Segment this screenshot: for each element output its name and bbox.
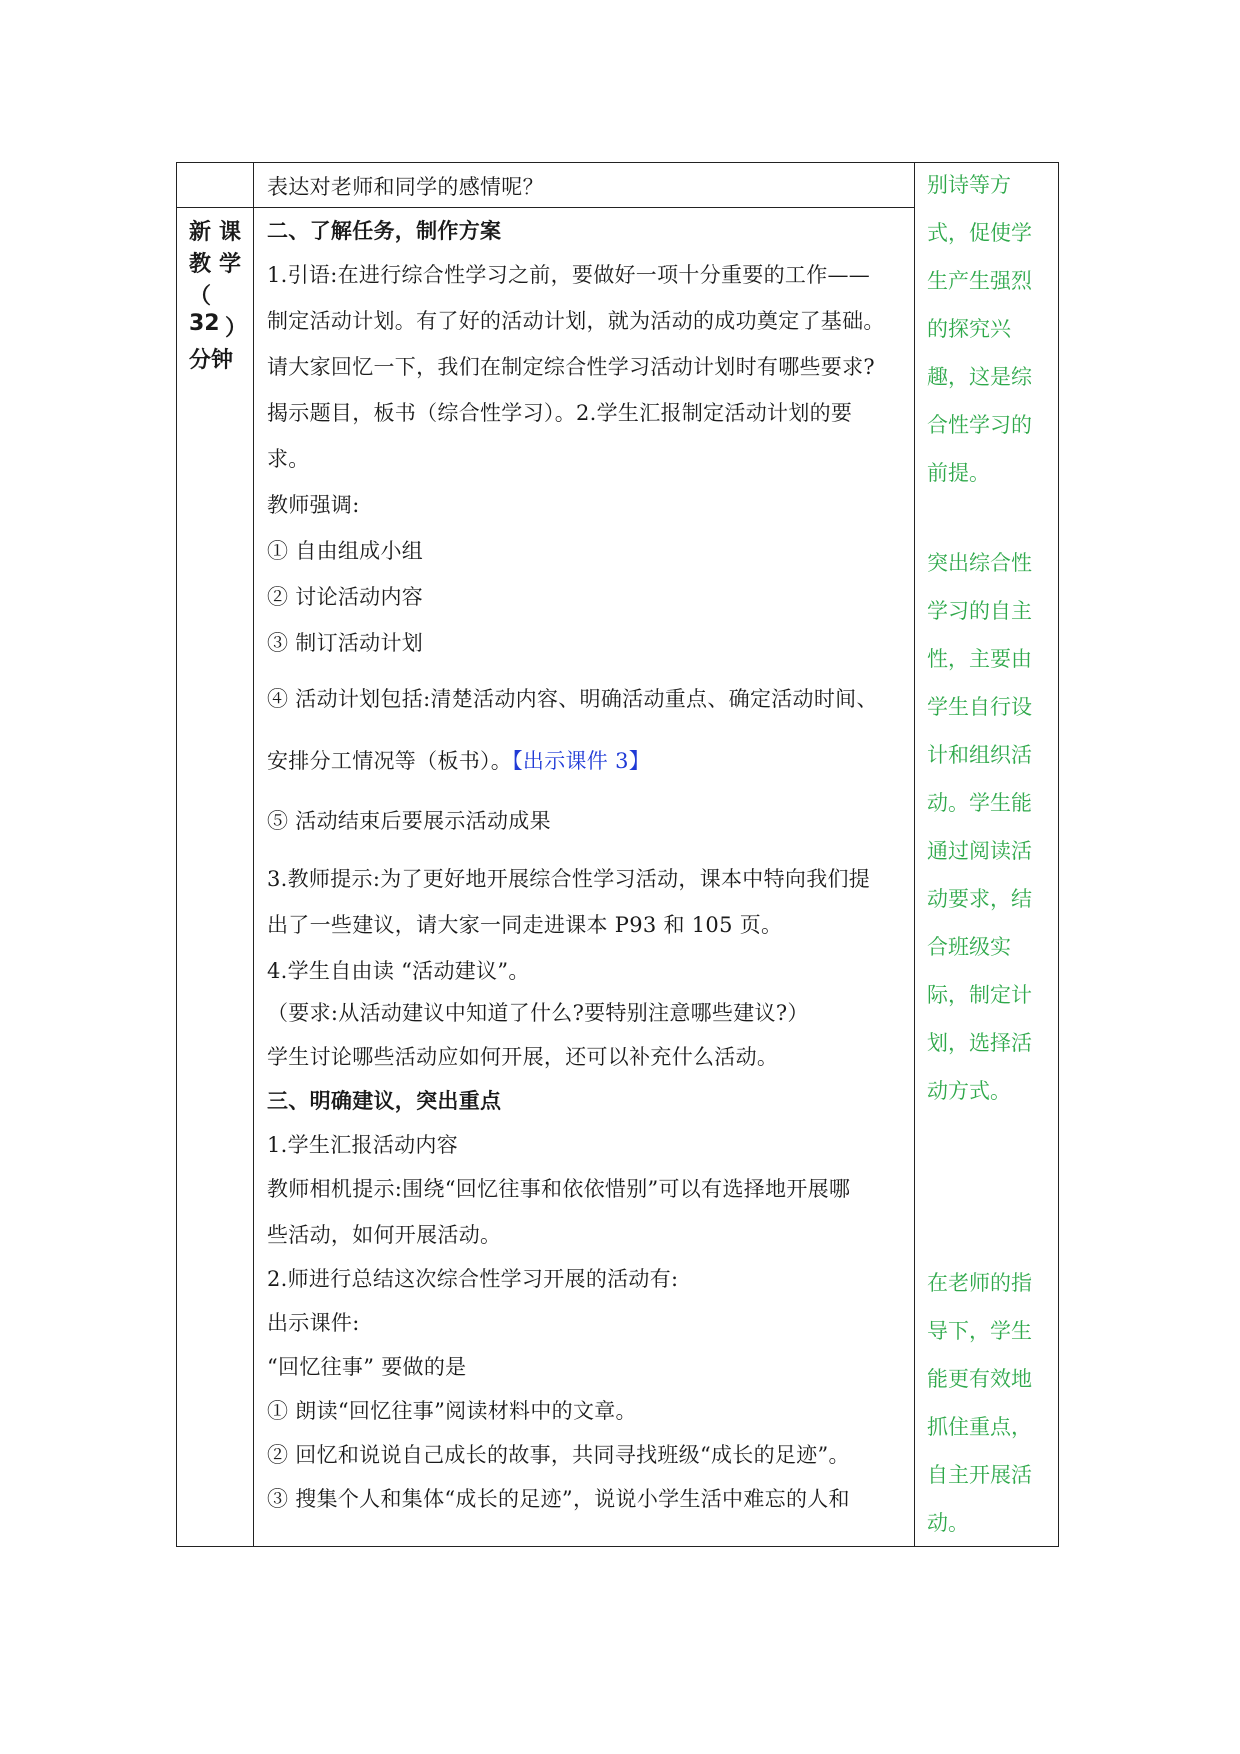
note-line: 际，制定计 bbox=[927, 983, 1032, 1007]
list-item: ① 朗读“回忆往事”阅读材料中的文章。 bbox=[267, 1399, 637, 1423]
note-line: 导下，学生 bbox=[927, 1319, 1032, 1343]
note-line: 动。学生能 bbox=[927, 791, 1032, 815]
note-line: 前提。 bbox=[927, 461, 990, 485]
section2-title: 二、了解任务，制作方案 bbox=[267, 219, 502, 243]
note-line: 计和组织活 bbox=[927, 743, 1032, 767]
stage-char: 教 bbox=[189, 252, 212, 277]
note-line: 动要求，结 bbox=[927, 887, 1032, 911]
note-line: 学习的自主 bbox=[927, 599, 1032, 623]
note-line: 动方式。 bbox=[927, 1079, 1011, 1103]
list-item: ⑤ 活动结束后要展示活动成果 bbox=[267, 809, 551, 833]
paragraph-line: 4.学生自由读 “活动建议”。 bbox=[267, 959, 530, 983]
lesson-plan-table bbox=[176, 162, 1059, 1547]
note-line: 通过阅读活 bbox=[927, 839, 1032, 863]
note-line: 趣，这是综 bbox=[927, 365, 1032, 389]
paragraph-line: 请大家回忆一下，我们在制定综合性学习活动计划时有哪些要求? bbox=[267, 355, 875, 379]
paragraph-line: “回忆往事” 要做的是 bbox=[267, 1355, 467, 1379]
note-line: 能更有效地 bbox=[927, 1367, 1032, 1391]
column-divider-right bbox=[914, 163, 915, 1546]
list-item: ② 讨论活动内容 bbox=[267, 585, 424, 609]
paragraph-line: 学生讨论哪些活动应如何开展，还可以补充什么活动。 bbox=[267, 1045, 779, 1069]
stage-char: 新 bbox=[189, 220, 212, 245]
list-item: ① 自由组成小组 bbox=[267, 539, 424, 563]
paragraph-line: 1.引语:在进行综合性学习之前，要做好一项十分重要的工作—— bbox=[267, 263, 871, 287]
note-line: 别诗等方 bbox=[927, 173, 1011, 197]
note-line: 的探究兴 bbox=[927, 317, 1011, 341]
paragraph-line: 3.教师提示:为了更好地开展综合性学习活动，课本中特向我们提 bbox=[267, 867, 871, 891]
paragraph-line: 揭示题目，板书（综合性学习）。2.学生汇报制定活动计划的要 bbox=[267, 401, 853, 425]
paragraph-line: 出示课件: bbox=[267, 1311, 360, 1335]
note-line: 抓住重点， bbox=[927, 1415, 1032, 1439]
paragraph-line: 2.师进行总结这次综合性学习开展的活动有: bbox=[267, 1267, 679, 1291]
note-line: 式，促使学 bbox=[927, 221, 1032, 245]
stage-char: ） bbox=[225, 316, 248, 341]
stage-char: 课 bbox=[219, 220, 242, 245]
emphasis-label: 教师强调: bbox=[267, 493, 360, 517]
row-divider bbox=[177, 207, 914, 208]
list-item: ③ 制订活动计划 bbox=[267, 631, 424, 655]
paragraph-line: 求。 bbox=[267, 447, 310, 471]
paragraph-line: 1.学生汇报活动内容 bbox=[267, 1133, 459, 1157]
note-line: 合班级实 bbox=[927, 935, 1011, 959]
note-line: 在老师的指 bbox=[927, 1271, 1032, 1295]
header-row-text: 表达对老师和同学的感情呢？ bbox=[267, 175, 544, 199]
paragraph-line: （要求:从活动建议中知道了什么?要特别注意哪些建议?） bbox=[267, 1001, 809, 1025]
paragraph-line: 些活动，如何开展活动。 bbox=[267, 1223, 502, 1247]
stage-char: 学 bbox=[219, 252, 242, 277]
note-line: 性，主要由 bbox=[927, 647, 1032, 671]
paragraph-line: 教师相机提示:围绕“回忆往事和依依惜别”可以有选择地开展哪 bbox=[267, 1177, 851, 1201]
note-line: 自主开展活 bbox=[927, 1463, 1032, 1487]
list-item: ③ 搜集个人和集体“成长的足迹”，说说小学生活中难忘的人和 bbox=[267, 1487, 850, 1511]
stage-char: （ bbox=[189, 284, 212, 309]
note-line: 突出综合性 bbox=[927, 551, 1032, 575]
list-item: ② 回忆和说说自己成长的故事，共同寻找班级“成长的足迹”。 bbox=[267, 1443, 850, 1467]
note-line: 学生自行设 bbox=[927, 695, 1032, 719]
note-line: 动。 bbox=[927, 1511, 969, 1535]
note-line: 生产生强烈 bbox=[927, 269, 1032, 293]
note-line: 合性学习的 bbox=[927, 413, 1032, 437]
note-line: 划，选择活 bbox=[927, 1031, 1032, 1055]
list-item-text: 安排分工情况等（板书）。 bbox=[267, 749, 513, 773]
stage-char: 分钟 bbox=[189, 348, 234, 373]
courseware-link[interactable]: 【出示课件 3】 bbox=[512, 749, 651, 773]
list-item-continued bbox=[267, 745, 650, 775]
paragraph-line: 出了一些建议，请大家一同走进课本 P93 和 105 页。 bbox=[267, 913, 783, 937]
list-item: ④ 活动计划包括:清楚活动内容、明确活动重点、确定活动时间、 bbox=[267, 687, 878, 711]
paragraph-line: 制定活动计划。有了好的活动计划，就为活动的成功奠定了基础。 bbox=[267, 309, 885, 333]
section3-title: 三、明确建议，突出重点 bbox=[267, 1089, 502, 1113]
stage-char: 32 bbox=[189, 311, 220, 336]
column-divider-left bbox=[253, 163, 254, 1546]
